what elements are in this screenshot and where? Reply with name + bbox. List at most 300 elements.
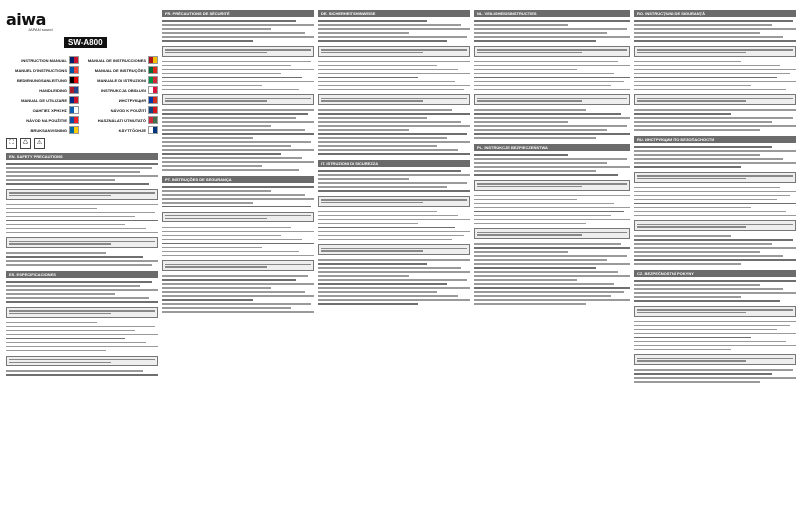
text-line — [162, 117, 296, 118]
text-line — [634, 89, 786, 90]
text-line — [318, 89, 464, 90]
flag-icon-en — [69, 56, 79, 64]
text-line — [6, 256, 143, 257]
text-line — [318, 125, 470, 126]
text-line — [634, 166, 741, 167]
language-label: NÁVOD K POUŽITÍ — [110, 107, 146, 113]
text-line — [318, 295, 458, 296]
text-line — [318, 283, 447, 284]
language-label: INSTRUCTION MANUAL — [21, 57, 67, 63]
section-ro — [634, 10, 796, 132]
notice-box — [318, 94, 470, 105]
language-label: MANUAL DE INSTRUCCIONES — [87, 57, 146, 63]
section-ru — [634, 136, 796, 266]
notice-box — [634, 94, 796, 105]
text-line — [162, 307, 291, 308]
text-row — [634, 214, 796, 218]
text-line — [634, 255, 783, 256]
text-line — [162, 137, 253, 138]
text-row — [6, 230, 158, 234]
text-line — [474, 271, 618, 272]
text-line — [634, 85, 751, 86]
text-line — [634, 187, 780, 188]
text-line — [6, 338, 125, 339]
text-line — [318, 303, 418, 304]
flag-icon-cz — [148, 106, 158, 114]
text-line — [634, 211, 786, 212]
column-1 — [6, 6, 158, 502]
text-line — [6, 342, 146, 343]
text-line — [321, 98, 467, 99]
text-line — [634, 337, 751, 338]
flag-icon-pl — [148, 86, 158, 94]
text-line — [634, 235, 731, 236]
text-line — [162, 243, 314, 244]
text-line — [162, 311, 314, 312]
text-line — [318, 69, 458, 70]
text-line — [165, 215, 311, 216]
text-line — [162, 165, 262, 166]
text-line — [637, 49, 793, 50]
language-label: BEDIENUNGSANLEITUNG — [16, 77, 67, 83]
text-line — [6, 216, 135, 217]
text-line — [474, 166, 630, 167]
text-line — [318, 73, 470, 74]
section-fr — [162, 10, 314, 172]
text-line — [477, 100, 582, 101]
text-line — [477, 52, 582, 53]
notice-box — [318, 244, 470, 255]
text-line — [318, 259, 470, 260]
language-label: NÁVOD NA POUŽITIE — [26, 117, 67, 123]
text-line — [474, 275, 630, 276]
text-line — [634, 113, 731, 114]
text-line — [474, 255, 627, 256]
text-line — [162, 235, 281, 236]
text-line — [318, 117, 427, 118]
text-line — [477, 98, 627, 99]
text-line — [634, 259, 796, 260]
text-line — [318, 170, 461, 171]
language-label: BRUKSANVISNING — [30, 127, 67, 133]
notice-box — [634, 306, 796, 317]
text-line — [318, 32, 409, 33]
text-line — [634, 61, 741, 62]
text-line — [162, 202, 253, 203]
section-title: EN. SAFETY PRECAUTIONS — [9, 154, 63, 159]
text-line — [474, 20, 630, 21]
text-line — [474, 263, 630, 264]
text-line — [162, 303, 311, 304]
text-line — [162, 153, 281, 154]
text-line — [321, 49, 467, 50]
text-line — [9, 241, 155, 242]
notice-box — [634, 172, 796, 183]
text-line — [474, 283, 614, 284]
text-line — [474, 211, 624, 212]
text-line — [162, 65, 291, 66]
text-line — [318, 235, 464, 236]
language-entry-de — [6, 76, 79, 84]
text-line — [162, 255, 314, 256]
text-line — [634, 263, 741, 264]
text-line — [318, 186, 447, 187]
text-row — [318, 189, 470, 193]
flag-icon-se — [69, 126, 79, 134]
notice-box — [634, 220, 796, 231]
text-line — [634, 247, 796, 248]
text-line — [321, 52, 423, 53]
text-row — [634, 87, 796, 91]
section-title: RU. ИНСТРУКЦИИ ПО БЕЗОПАСНОСТИ — [637, 137, 715, 143]
text-line — [162, 61, 311, 62]
text-line — [318, 178, 409, 179]
text-line — [634, 191, 796, 192]
language-entry-pl — [85, 86, 158, 94]
text-line — [165, 98, 311, 99]
notice-box — [474, 228, 630, 239]
text-line — [318, 61, 470, 62]
text-line — [6, 175, 158, 176]
section-de — [318, 10, 470, 156]
notice-box — [634, 354, 796, 365]
notice-box — [474, 94, 630, 105]
text-line — [162, 157, 302, 158]
text-line — [474, 243, 621, 244]
text-line — [9, 195, 111, 196]
text-row — [6, 300, 158, 304]
text-row — [634, 39, 796, 43]
text-line — [162, 227, 291, 228]
language-label: MANUALE DI ISTRUZIONI — [97, 77, 146, 83]
section-header — [474, 10, 630, 17]
text-line — [162, 141, 311, 142]
text-line — [474, 81, 624, 82]
text-line — [474, 40, 596, 41]
text-line — [162, 247, 262, 248]
text-line — [634, 20, 793, 21]
text-line — [474, 299, 630, 300]
text-line — [162, 32, 305, 33]
text-line — [477, 232, 627, 233]
flag-icon-sk — [69, 116, 79, 124]
text-line — [6, 204, 158, 205]
text-line — [9, 192, 155, 193]
column-5 — [634, 6, 796, 502]
text-line — [474, 24, 568, 25]
notice-box — [318, 46, 470, 57]
notice-box — [474, 180, 630, 191]
text-line — [474, 154, 568, 155]
text-line — [474, 89, 630, 90]
text-line — [477, 234, 582, 235]
section-title: NL. VEILIGHEIDSINSTRUCTIES — [477, 11, 537, 16]
text-line — [321, 250, 423, 251]
text-line — [634, 125, 796, 126]
text-line — [162, 295, 314, 296]
text-line — [474, 247, 630, 248]
notice-box — [474, 46, 630, 57]
text-line — [474, 267, 596, 268]
text-line — [634, 345, 796, 346]
text-line — [162, 40, 253, 41]
text-line — [474, 195, 630, 196]
section-header — [6, 153, 158, 160]
text-line — [474, 85, 611, 86]
language-label: HASZNÁLATI ÚTMUTATÓ — [97, 117, 146, 123]
text-line — [634, 284, 760, 285]
text-line — [474, 125, 627, 126]
section-title: PL. INSTRUKCJE BEZPIECZEŃSTWA — [477, 145, 548, 150]
text-line — [318, 291, 437, 292]
section-header — [634, 270, 796, 277]
text-line — [474, 158, 627, 159]
text-line — [318, 231, 470, 232]
text-row — [474, 302, 630, 306]
text-line — [634, 251, 760, 252]
text-line — [6, 281, 152, 282]
text-line — [318, 28, 470, 29]
text-line — [634, 129, 760, 130]
text-row — [474, 221, 630, 225]
text-line — [162, 198, 314, 199]
text-line — [162, 279, 296, 280]
language-label: ΟΔΗΓΙΕΣ ΧΡΗΣΗΣ — [32, 107, 67, 113]
text-line — [474, 113, 621, 114]
text-line — [318, 24, 461, 25]
text-line — [474, 259, 607, 260]
compliance-icons — [6, 138, 158, 149]
text-line — [318, 279, 467, 280]
text-line — [474, 137, 596, 138]
text-line — [162, 125, 271, 126]
text-line — [6, 330, 135, 331]
language-entry-pt — [85, 66, 158, 74]
language-entry-ru — [85, 96, 158, 104]
language-index — [6, 56, 158, 134]
text-line — [634, 300, 780, 301]
warning-icon: ⚠ — [34, 138, 45, 149]
text-row — [634, 128, 796, 132]
language-entry-es — [85, 56, 158, 64]
language-entry-it — [85, 76, 158, 84]
text-line — [634, 28, 796, 29]
text-line — [318, 275, 409, 276]
language-entry-hu — [85, 116, 158, 124]
text-line — [474, 109, 586, 110]
text-line — [634, 36, 783, 37]
text-row — [318, 87, 470, 91]
text-line — [634, 381, 760, 382]
text-line — [318, 174, 470, 175]
text-line — [6, 163, 158, 164]
text-line — [162, 283, 314, 284]
text-row — [474, 136, 630, 140]
section-title: FR. PRÉCAUTIONS DE SÉCURITÉ — [165, 11, 230, 16]
text-line — [6, 212, 155, 213]
text-line — [162, 194, 305, 195]
text-line — [6, 220, 158, 221]
text-line — [318, 113, 470, 114]
text-line — [637, 360, 746, 361]
text-line — [474, 65, 630, 66]
text-line — [474, 36, 630, 37]
text-row — [6, 182, 158, 186]
text-line — [318, 121, 461, 122]
flag-icon-nl — [69, 86, 79, 94]
text-line — [634, 121, 772, 122]
text-line — [634, 207, 751, 208]
text-line — [162, 109, 314, 110]
text-line — [162, 113, 308, 114]
text-line — [318, 133, 467, 134]
text-line — [9, 243, 111, 244]
text-line — [162, 206, 311, 207]
text-line — [477, 49, 627, 50]
language-entry-nl — [6, 86, 79, 94]
text-line — [634, 24, 772, 25]
text-line — [318, 36, 467, 37]
weee-bin-icon: ♺ — [20, 138, 31, 149]
text-line — [637, 100, 746, 101]
section-en — [6, 153, 158, 267]
text-row — [162, 168, 314, 172]
text-line — [634, 195, 790, 196]
text-line — [474, 219, 630, 220]
language-entry-cz — [85, 106, 158, 114]
text-line — [318, 20, 427, 21]
text-line — [318, 141, 470, 142]
text-line — [474, 215, 611, 216]
text-line — [6, 334, 158, 335]
column-2 — [162, 6, 314, 502]
text-line — [474, 174, 618, 175]
text-line — [634, 69, 796, 70]
text-row — [6, 373, 158, 377]
text-line — [162, 231, 314, 232]
text-line — [162, 190, 271, 191]
text-line — [162, 81, 314, 82]
text-line — [474, 117, 630, 118]
text-row — [162, 205, 314, 209]
text-line — [318, 153, 470, 154]
text-row — [634, 165, 796, 169]
text-line — [6, 232, 158, 233]
flag-icon-fi — [148, 126, 158, 134]
section-title: RO. INSTRUCȚIUNI DE SIGURANȚĂ — [637, 11, 705, 16]
language-entry-fi — [85, 126, 158, 134]
text-line — [634, 154, 760, 155]
text-line — [165, 52, 267, 53]
flag-icon-de — [69, 76, 79, 84]
text-line — [162, 291, 305, 292]
section-cz — [634, 270, 796, 384]
text-line — [162, 275, 308, 276]
text-line — [318, 215, 458, 216]
text-line — [6, 167, 152, 168]
text-line — [634, 117, 793, 118]
text-row — [6, 349, 158, 353]
text-line — [318, 271, 470, 272]
text-line — [6, 183, 149, 184]
text-line — [474, 203, 614, 204]
text-line — [318, 182, 467, 183]
notice-box — [6, 189, 158, 200]
text-line — [634, 288, 783, 289]
text-line — [162, 69, 314, 70]
text-line — [474, 77, 630, 78]
language-label: MANUAL DE UTILIZARE — [21, 97, 67, 103]
text-line — [9, 359, 155, 360]
section-header — [318, 160, 470, 167]
text-row — [634, 348, 796, 352]
text-line — [162, 28, 271, 29]
section-header — [634, 136, 796, 143]
text-line — [162, 145, 291, 146]
text-line — [474, 121, 568, 122]
text-line — [637, 312, 746, 313]
text-line — [318, 77, 418, 78]
text-row — [634, 380, 796, 384]
text-line — [634, 329, 777, 330]
text-row — [634, 262, 796, 266]
language-label: KÄYTTÖOHJE — [118, 127, 146, 133]
text-line — [6, 208, 97, 209]
text-line — [6, 326, 155, 327]
flag-icon-it — [148, 76, 158, 84]
text-line — [634, 32, 760, 33]
text-line — [634, 73, 790, 74]
text-row — [162, 39, 314, 43]
text-line — [634, 77, 777, 78]
text-row — [318, 237, 470, 241]
text-line — [634, 199, 777, 200]
text-line — [634, 280, 796, 281]
text-line — [634, 162, 796, 163]
section-header — [474, 144, 630, 151]
text-line — [474, 32, 607, 33]
text-line — [9, 310, 155, 311]
text-line — [165, 100, 267, 101]
text-line — [318, 149, 458, 150]
brand-tagline: JAPAN sound — [28, 27, 53, 32]
flag-icon-gr — [69, 106, 79, 114]
text-line — [474, 73, 614, 74]
text-line — [162, 186, 314, 187]
text-line — [634, 81, 796, 82]
text-line — [162, 133, 314, 134]
text-line — [318, 223, 418, 224]
text-line — [637, 358, 793, 359]
text-line — [634, 377, 796, 378]
text-line — [6, 374, 158, 375]
text-line — [474, 295, 611, 296]
section-pt — [162, 176, 314, 314]
text-line — [321, 248, 467, 249]
text-row — [318, 152, 470, 156]
text-line — [6, 179, 115, 180]
section-title: CZ. BEZPEČNOSTNÍ POKYNY — [637, 271, 694, 277]
text-line — [165, 266, 267, 267]
text-line — [6, 370, 143, 371]
text-line — [6, 301, 158, 302]
section-pl — [474, 144, 630, 306]
text-line — [474, 291, 624, 292]
text-line — [318, 137, 447, 138]
text-line — [474, 303, 586, 304]
text-row — [474, 39, 630, 43]
text-line — [6, 252, 106, 253]
